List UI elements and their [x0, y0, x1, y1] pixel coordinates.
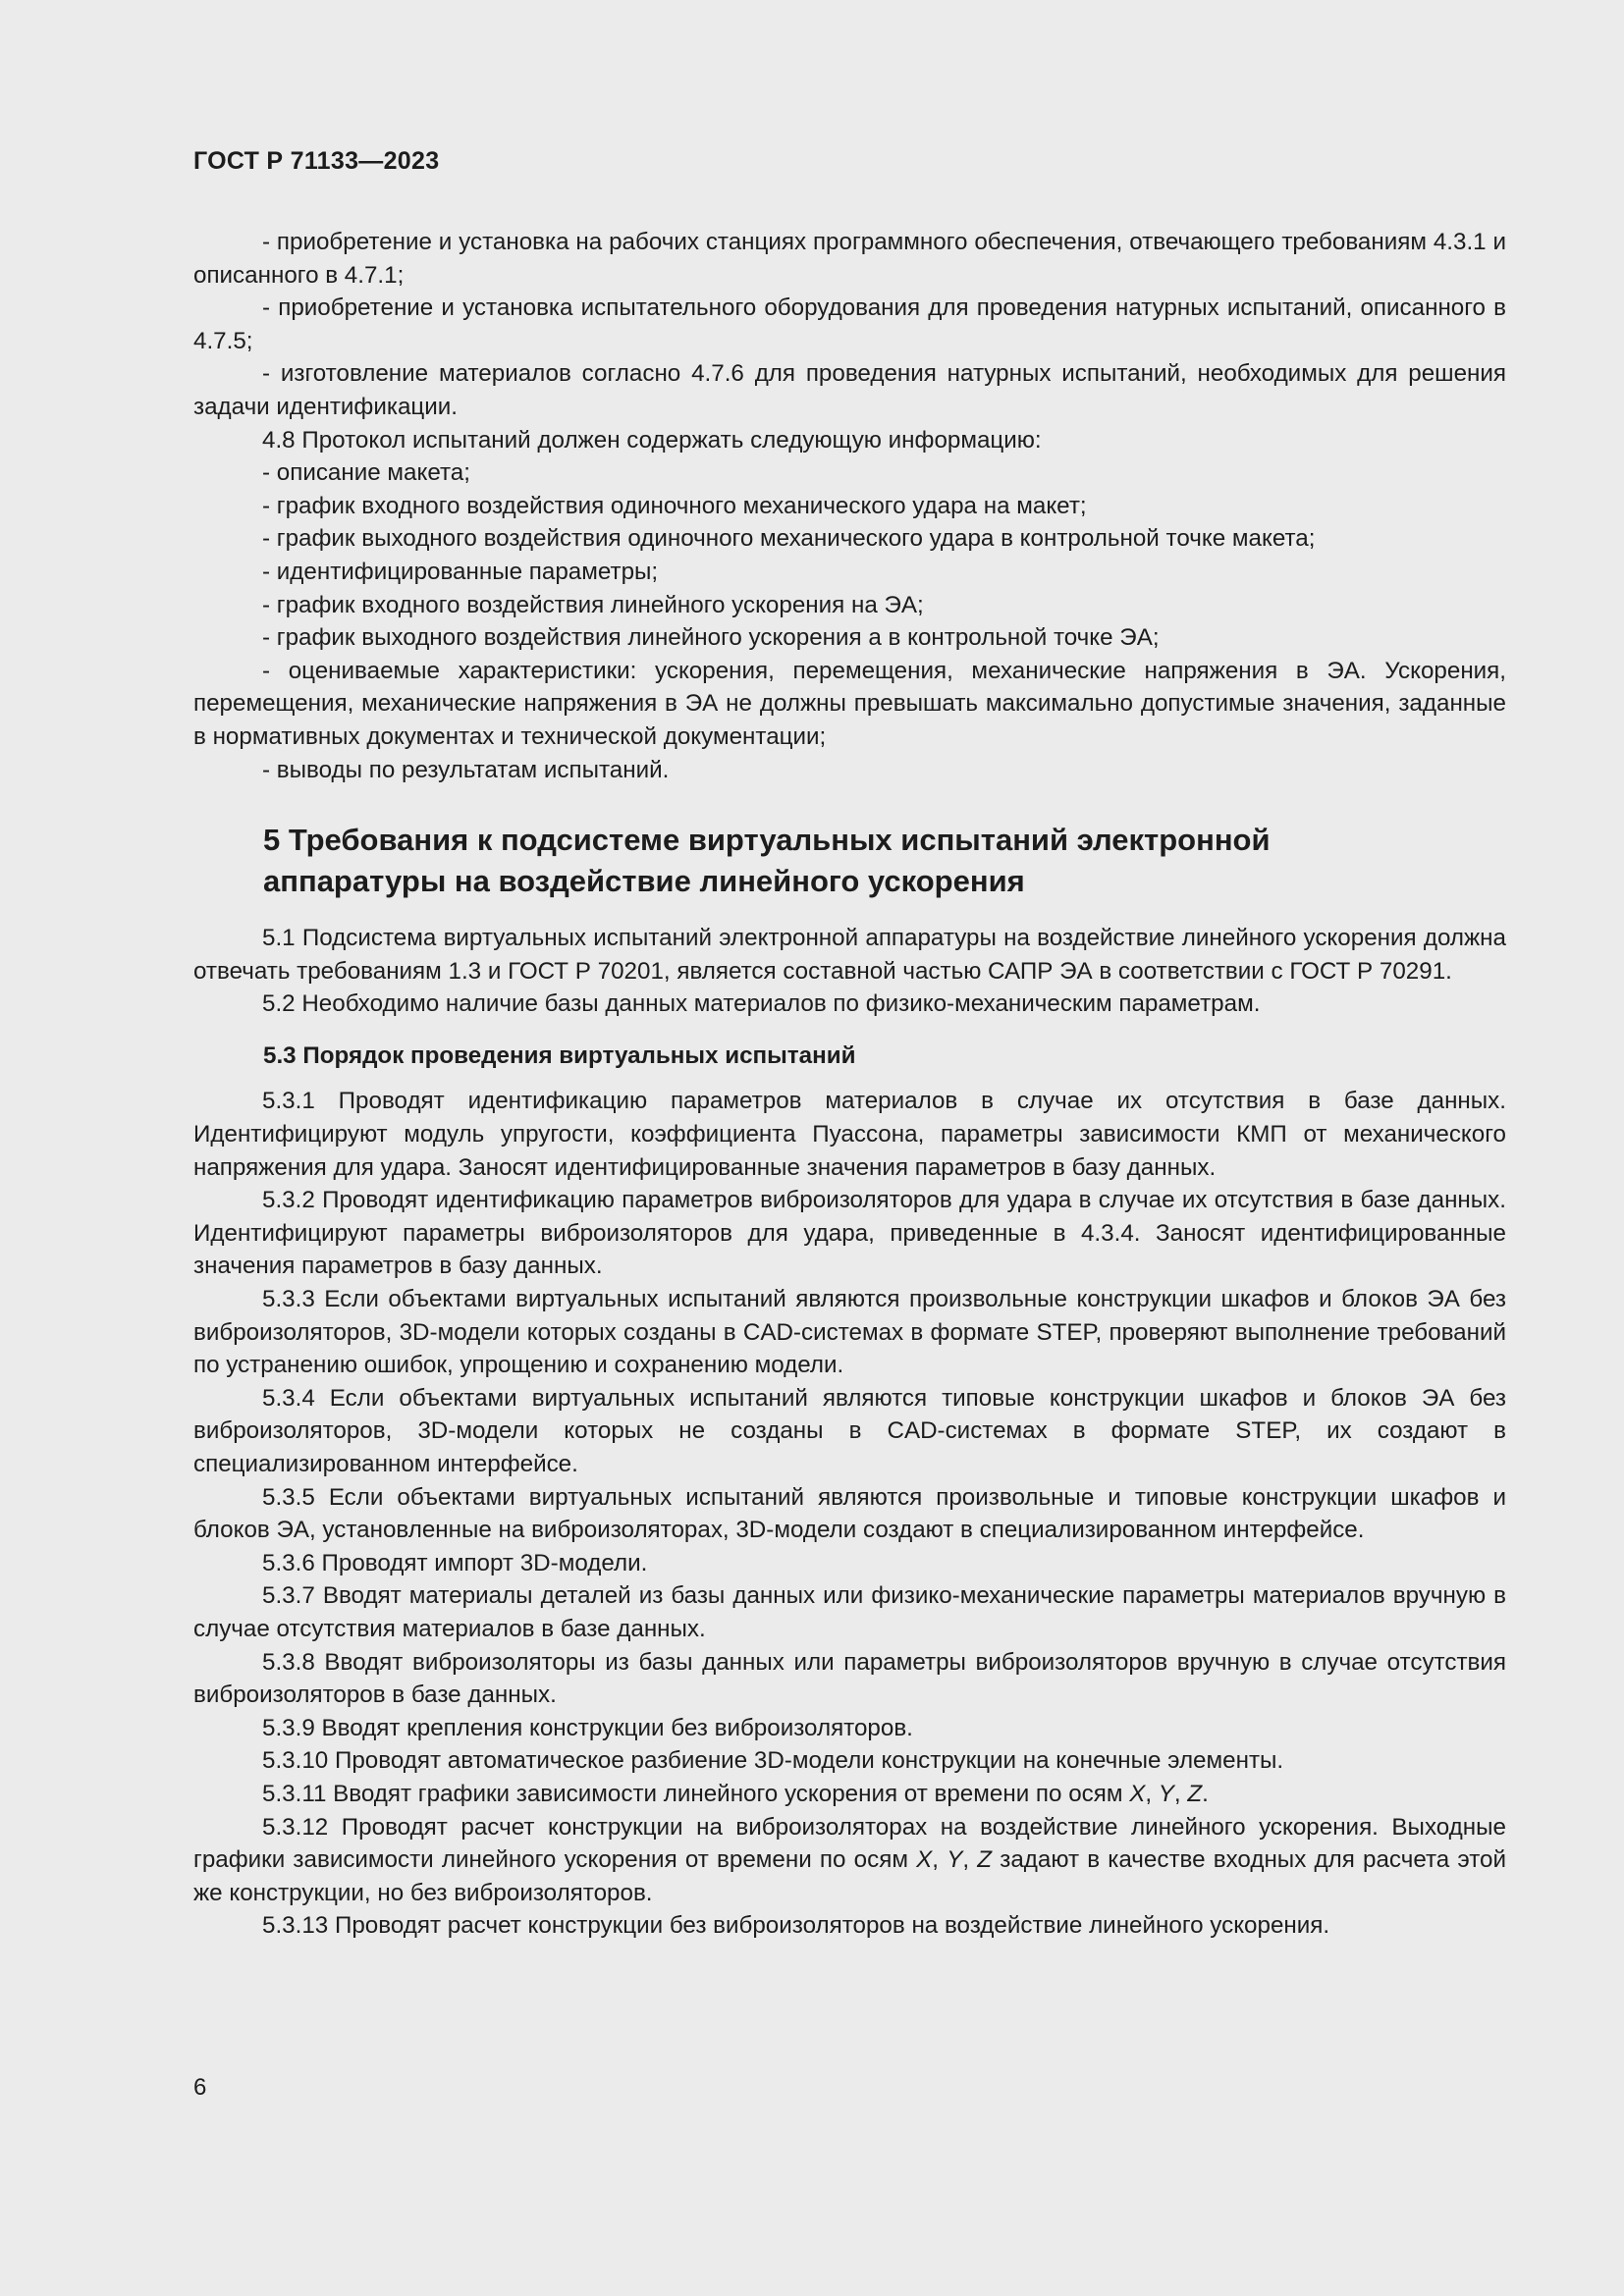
clause-5-3-4: 5.3.4 Если объектами виртуальных испытаний являются типовые конструкции шкафов и блоков ЭА без виброизоляторов, 3D-модели которых не созданы в CAD-системах в формате STEP, их создают в специализированном интерфейсе. [193, 1384, 1506, 1477]
clause-5-2: 5.2 Необходимо наличие базы данных материалов по физико-механическим параметрам. [262, 990, 1261, 1018]
clause-5-3-13: 5.3.13 Проводят расчет конструкции без виброизоляторов на воздействие линейного ускорения. [262, 1912, 1330, 1940]
list-item: - выводы по результатам испытаний. [262, 756, 670, 783]
axis-y: Y [947, 1846, 963, 1874]
clause-5-3-11: 5.3.11 Вводят графики зависимости линейного ускорения от времени по осям X, Y, Z. [262, 1780, 1209, 1807]
axis-z: Z [977, 1846, 993, 1874]
clause-5-3-7: 5.3.7 Вводят материалы деталей из базы данных или физико-механические параметры материалов вручную в случае отсутствия материалов в базе данных. [193, 1582, 1506, 1642]
clause-5-3-12: 5.3.12 Проводят расчет конструкции на виброизоляторах на воздействие линейного ускорения. Выходные графики зависимости линейного ускорения от времени по осям X, Y, Z задают в качестве входных для расчета этой же конструкции, но без виброизоляторов. [193, 1813, 1506, 1906]
section-5-heading-line-1: 5 Требования к подсистеме виртуальных испытаний электронной [263, 823, 1271, 858]
clause-4-8: 4.8 Протокол испытаний должен содержать следующую информацию: [262, 426, 1042, 454]
clause-5-3-8: 5.3.8 Вводят виброизоляторы из базы данных или параметры виброизоляторов вручную в случае отсутствия виброизоляторов в базе данных. [193, 1648, 1506, 1709]
list-item: - описание макета; [262, 459, 470, 487]
list-item: - изготовление материалов согласно 4.7.6 для проведения натурных испытаний, необходимых для решения задачи идентификации. [193, 360, 1506, 420]
clause-5-3-10: 5.3.10 Проводят автоматическое разбиение 3D-модели конструкции на конечные элементы. [262, 1747, 1284, 1775]
axis-z: Z [1187, 1780, 1203, 1807]
clause-5-3-2: 5.3.2 Проводят идентификацию параметров виброизоляторов для удара в случае их отсутствия в базе данных. Идентифицируют параметры виброизоляторов для удара, приведенные в 4.3.4. Заносят идентифицированные значения параметров в базу данных. [193, 1187, 1506, 1280]
axis-x: X [916, 1846, 933, 1874]
section-5-heading-line-2: аппаратуры на воздействие линейного ускорения [263, 864, 1025, 899]
list-item: - приобретение и установка на рабочих станциях программного обеспечения, отвечающего требованиям 4.3.1 и описанного в 4.7.1; [193, 229, 1506, 289]
axis-x: X [1129, 1780, 1146, 1807]
clause-5-3-1: 5.3.1 Проводят идентификацию параметров материалов в случае их отсутствия в базе данных. Идентифицируют модуль упругости, коэффициента Пуассона, параметры зависимости КМП от механического напряжения для удара. Заносят идентифицированные значения параметров в базу данных. [193, 1088, 1506, 1181]
list-item: - график выходного воздействия линейного ускорения а в контрольной точке ЭА; [262, 624, 1160, 652]
clause-5-1: 5.1 Подсистема виртуальных испытаний электронной аппаратуры на воздействие линейного ускорения должна отвечать требованиям 1.3 и ГОСТ Р 70201, является составной частью САПР ЭА в соответствии с ГОСТ Р 70291. [193, 925, 1506, 985]
section-5-heading [193, 820, 1506, 902]
axis-y: Y [1158, 1780, 1174, 1807]
clause-5-3-9: 5.3.9 Вводят крепления конструкции без виброизоляторов. [262, 1714, 913, 1741]
page-number: 6 [193, 2074, 207, 2101]
list-item: - график входного воздействия линейного ускорения на ЭА; [262, 591, 924, 618]
clause-5-3-5: 5.3.5 Если объектами виртуальных испытаний являются произвольные и типовые конструкции шкафов и блоков ЭА, установленные на виброизоляторах, 3D-модели создают в специализированном интерфейсе. [193, 1483, 1506, 1544]
list-item: - график выходного воздействия одиночного механического удара в контрольной точке макета; [262, 525, 1316, 553]
list-item: - идентифицированные параметры; [262, 558, 659, 585]
document-code-header: ГОСТ Р 71133—2023 [193, 147, 440, 175]
clause-5-3-6: 5.3.6 Проводят импорт 3D-модели. [262, 1549, 648, 1576]
clause-5-3-3: 5.3.3 Если объектами виртуальных испытаний являются произвольные конструкции шкафов и блоков ЭА без виброизоляторов, 3D-модели которых созданы в CAD-системах в формате STEP, проверяют выполнение требований по устранению ошибок, упрощению и сохранению модели. [193, 1286, 1506, 1379]
subsection-5-3-heading: 5.3 Порядок проведения виртуальных испытаний [263, 1041, 856, 1069]
page-body [193, 226, 1506, 1943]
list-item: - оцениваемые характеристики: ускорения, перемещения, механические напряжения в ЭА. Ускорения, перемещения, механические напряжения в ЭА не должны превышать максимально допустимые значения, заданные в нормативных документах и технической документации; [193, 657, 1506, 750]
list-item: - график входного воздействия одиночного механического удара на макет; [262, 492, 1087, 519]
list-item: - приобретение и установка испытательного оборудования для проведения натурных испытаний, описанного в 4.7.5; [193, 294, 1506, 354]
